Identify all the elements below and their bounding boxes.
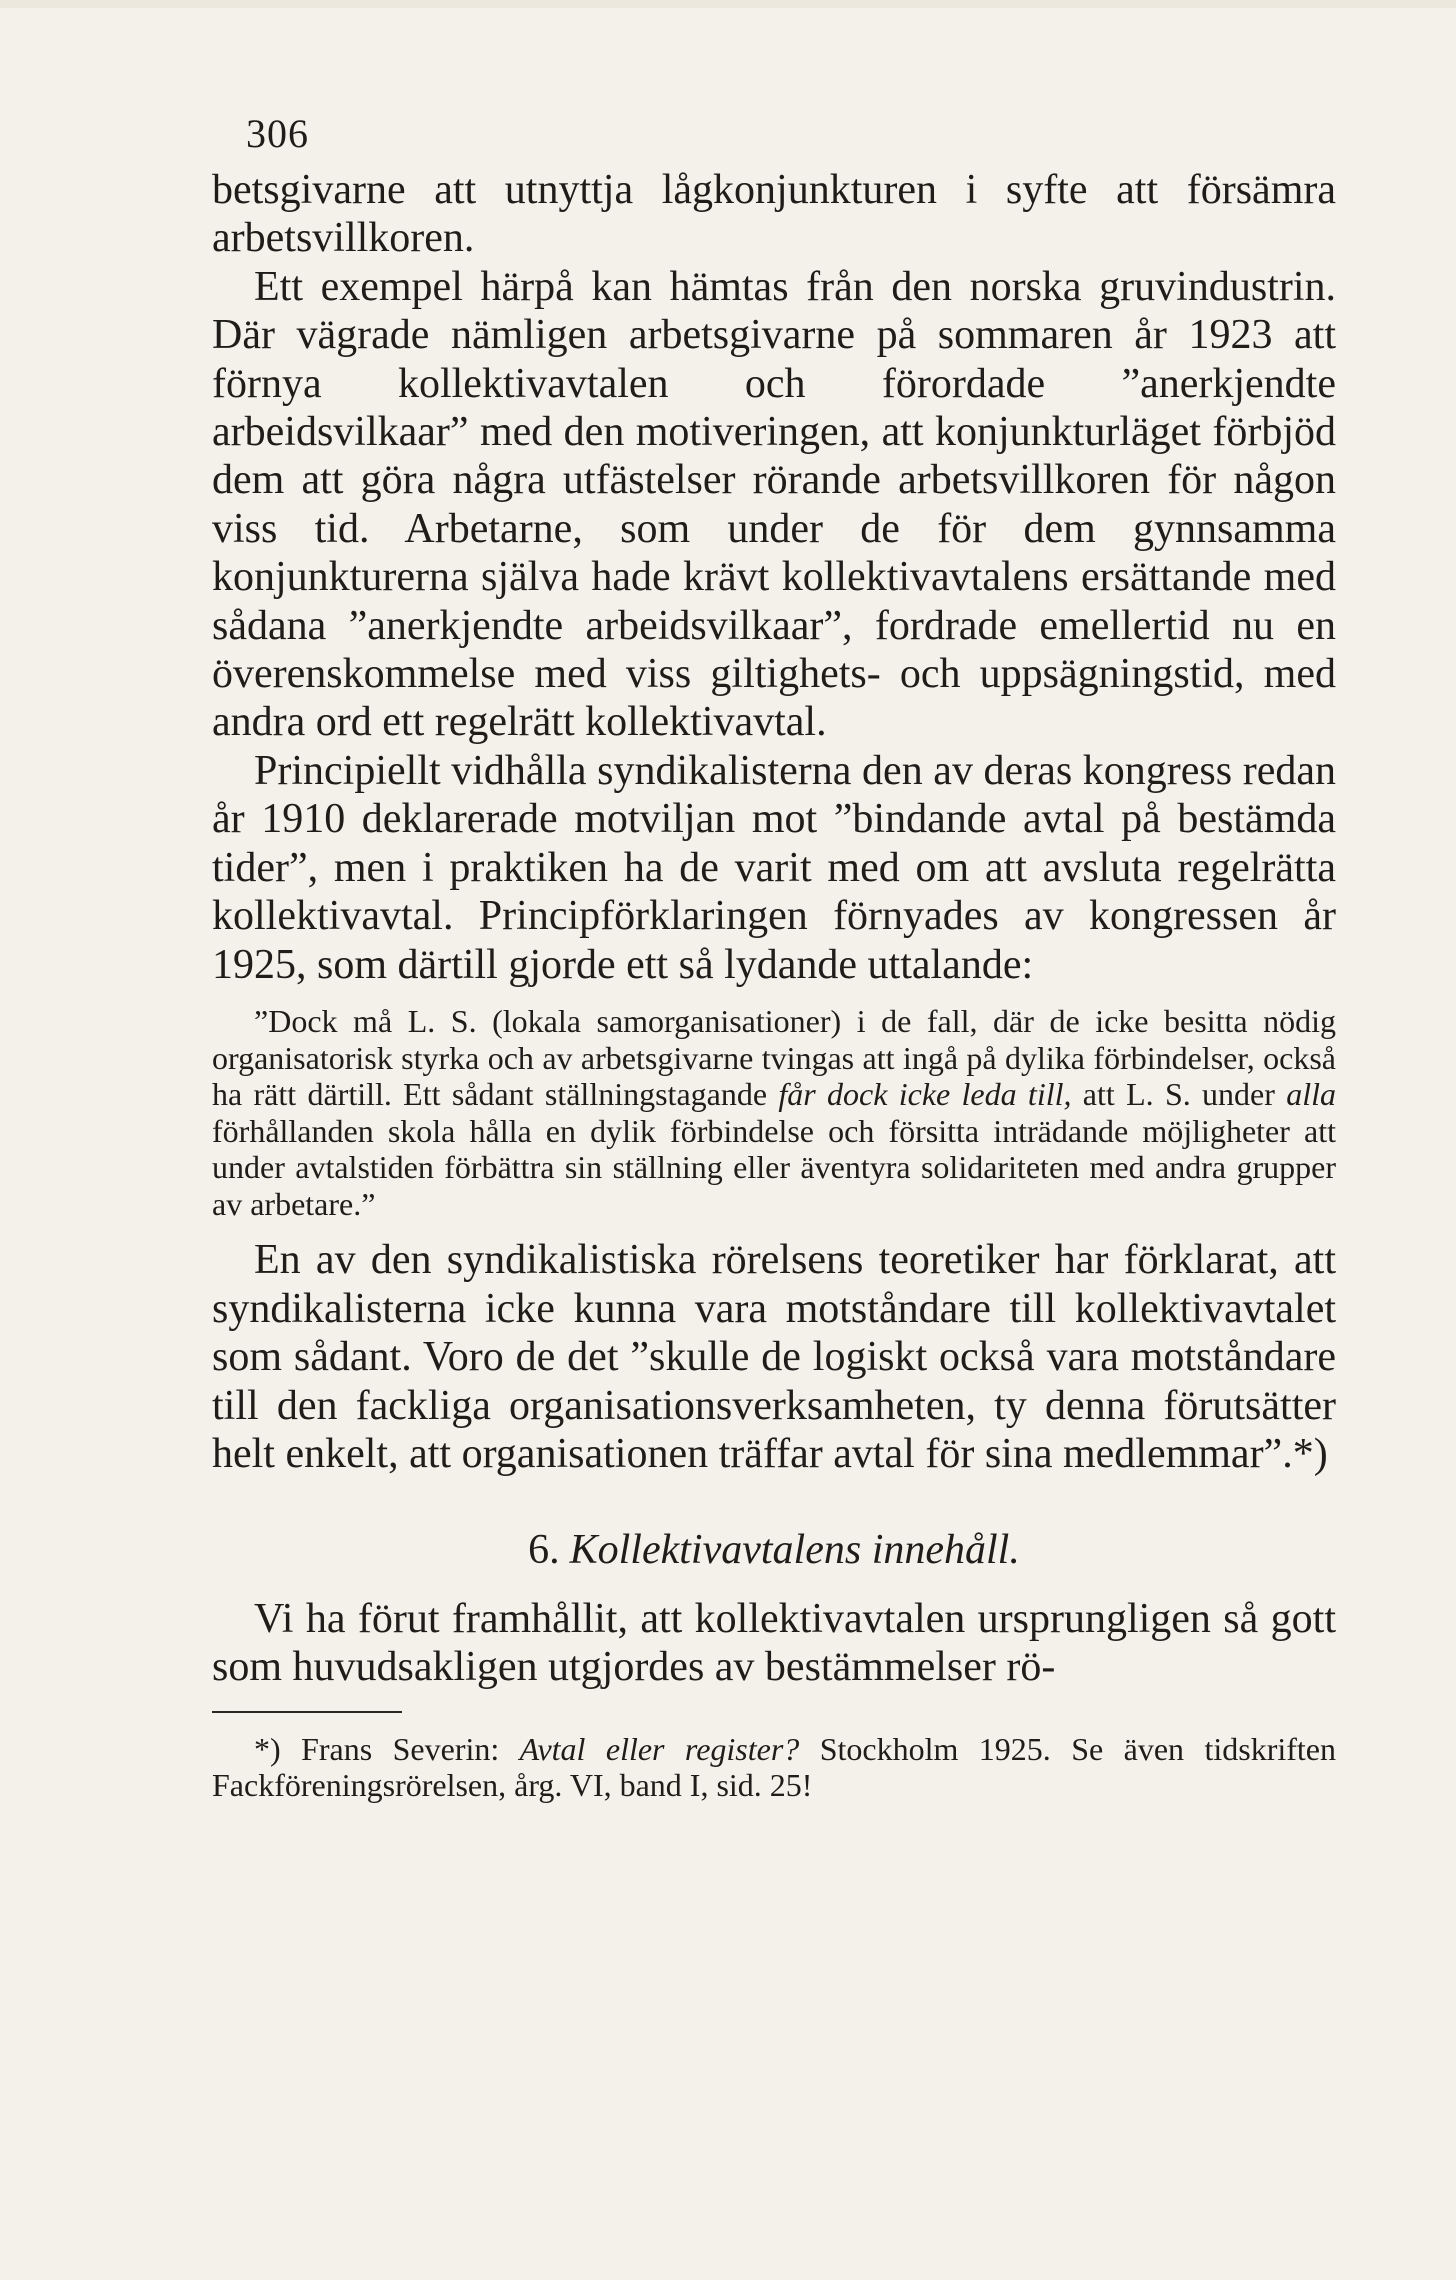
block-quote-congress-statement	[212, 1003, 1336, 1223]
section-number: 6.	[528, 1526, 560, 1573]
footnote-divider	[212, 1711, 402, 1713]
quote-text-3: förhållanden skola hålla en dylik förbindelse och försitta inträdande möjligheter att under avtalstiden förbättra sin ställning eller äventyra solidariteten med andra grupper av arbetare.”	[212, 1112, 1336, 1222]
quote-emphasis-2: alla	[1286, 1076, 1337, 1113]
paragraph-syndicalist-principle: Principiellt vidhålla syndikalisterna den av deras kongress redan år 1910 deklarerade motviljan mot ”bindande avtal på bestämda tider”, men i praktiken ha de varit med om att avsluta regelrätta kollektivavtal. Principförklaringen förnyades av kongressen år 1925, som därtill gjorde ett så lydande uttalande:	[212, 747, 1336, 988]
footnote-text: Stockholm 1925. Se även tidskriften Fackföreningsrörelsen, årg. VI, band I, sid. 25!	[212, 1731, 1336, 1804]
quote-text-2: att L. S. under	[1071, 1076, 1287, 1113]
quote-text-1: ”Dock må L. S. (lokala samorganisationer) i de fall, där de icke besitta nödig organisatorisk styrka och av arbetsgivarne tvingas att ingå på dylika förbindelser, också ha rätt därtill. Ett sådant ställningstagande	[212, 1002, 1336, 1113]
footnote-marker: *) Frans Severin:	[254, 1731, 520, 1768]
book-page	[212, 110, 1336, 1803]
paper-edge	[0, 0, 1456, 8]
paragraph-theorist-view: En av den syndikalistiska rörelsens teoretiker har förklarat, att syndikalisterna icke kunna vara motståndare till kollektivavtalet som sådant. Voro de det ”skulle de logiskt också vara motståndare till den fackliga organisationsverksamheten, ty denna förutsätter helt enkelt, att organisationen träffar avtal för sina medlemmar”.*)	[212, 1237, 1336, 1478]
footnote-title: Avtal eller register?	[519, 1731, 800, 1768]
footnote	[212, 1731, 1336, 1803]
paragraph-continuation: betsgivarne att utnyttja lågkonjunkturen i syfte att försämra arbetsvillkoren.	[212, 167, 1336, 262]
paragraph-norwegian-mining-example: Ett exempel härpå kan hämtas från den norska gruvindustrin. Där vägrade nämligen arbetsgivarne på sommaren år 1923 att förnya kollektivavtalen och förordade ”anerkjendte arbeidsvilkaar” med den motiveringen, att konjunkturläget förbjöd dem att göra några utfästelser rörande arbetsvillkoren för någon viss tid. Arbetarne, som under de för dem gynnsamma konjunkturerna själva hade krävt kollektivavtalens ersättande med sådana ”anerkjendte arbeidsvilkaar”, fordrade emellertid nu en överenskommelse med viss giltighets- och uppsägningstid, med andra ord ett regelrätt kollektivavtal.	[212, 263, 1336, 746]
section-title: Kollektivavtalens innehåll.	[569, 1526, 1020, 1573]
paragraph-section-intro: Vi ha förut framhållit, att kollektivavtalen ursprungligen så gott som huvudsakligen utgjordes av bestämmelser rö-	[212, 1595, 1336, 1690]
page-number: 306	[246, 111, 309, 156]
quote-emphasis-1: får dock icke leda till,	[778, 1076, 1072, 1113]
section-heading	[212, 1525, 1336, 1575]
